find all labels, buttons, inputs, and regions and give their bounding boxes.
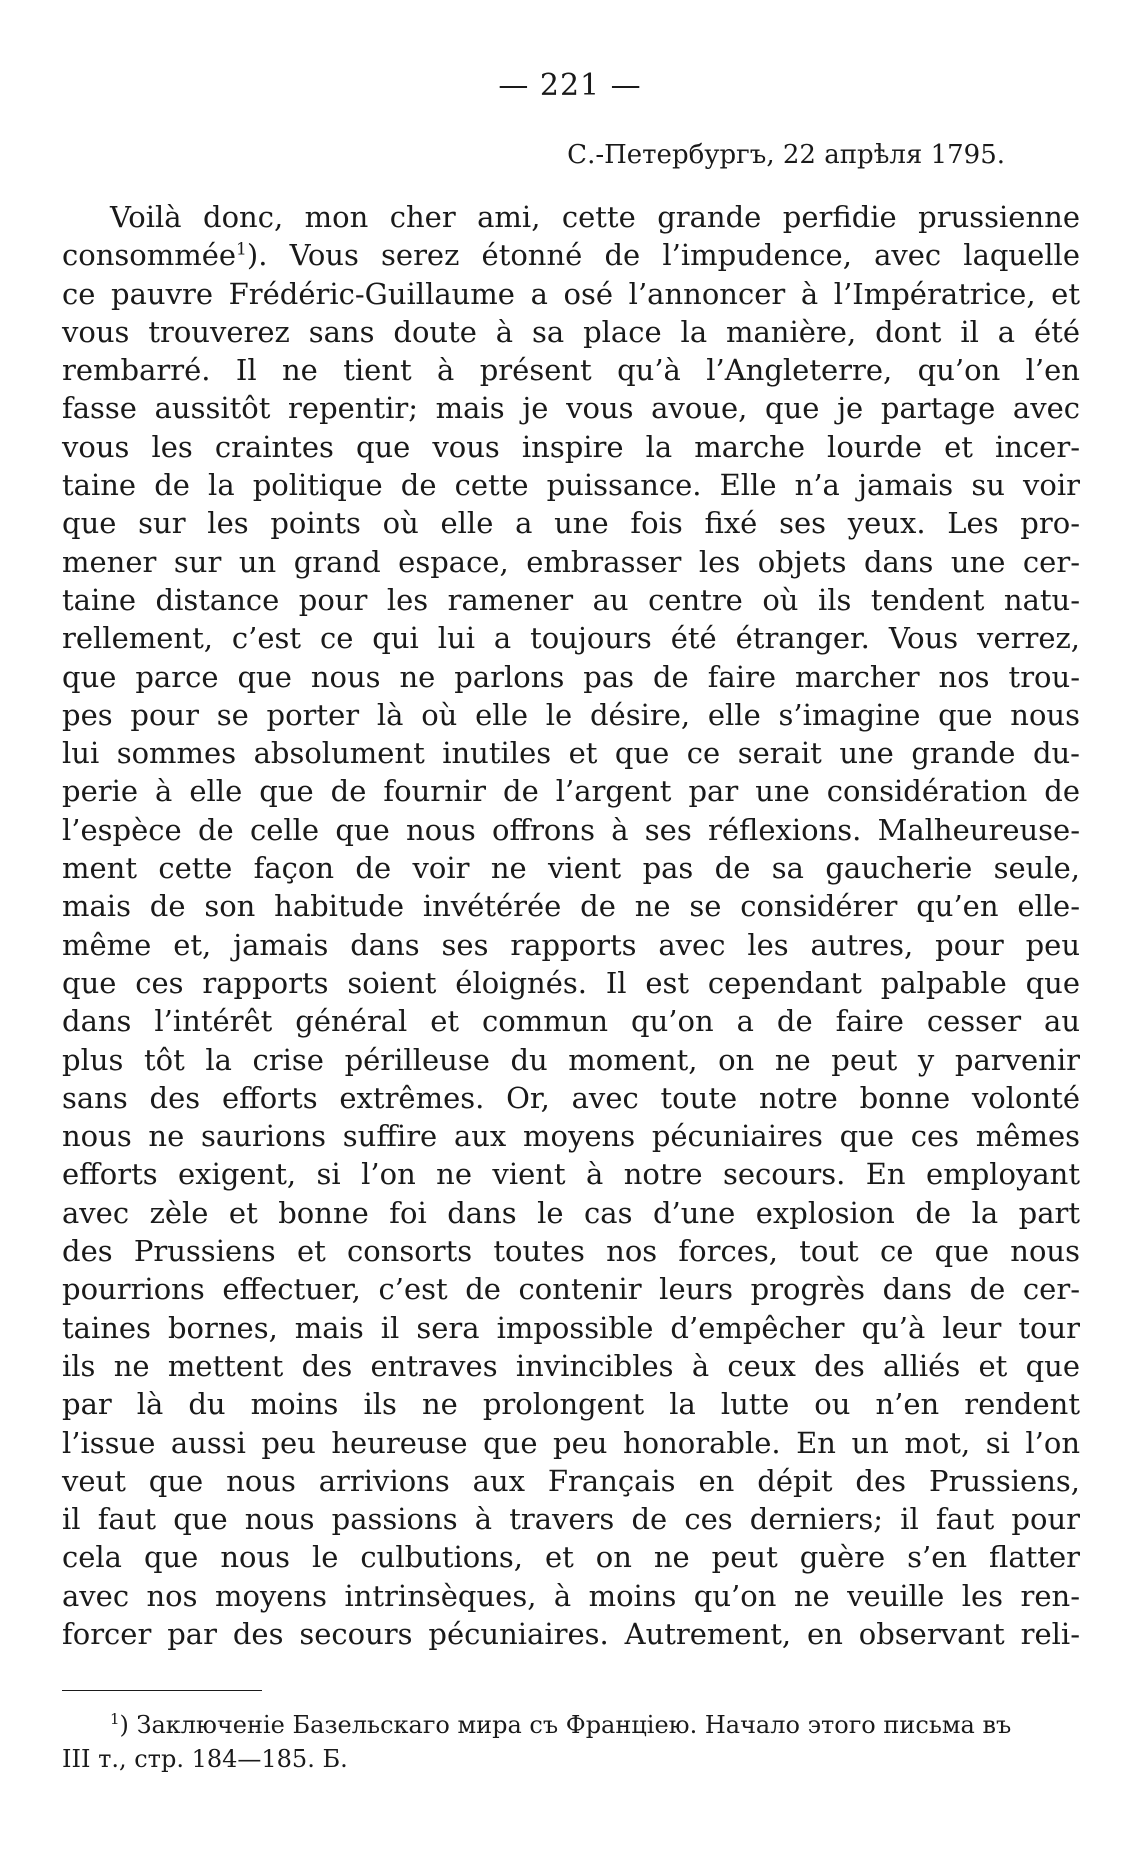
text-line: efforts exigent, si l’on ne vient à notre secours. En employant: [62, 1157, 1080, 1192]
text-line: forcer par des secours pécuniaires. Autrement, en observant reli-: [62, 1616, 1080, 1651]
text-line: perie à elle que de fournir de l’argent par une considération de: [62, 774, 1080, 809]
text-line: il faut que nous passions à travers de ces derniers; il faut pour: [62, 1502, 1080, 1537]
text-line: que sur les points où elle a une fois fixé ses yeux. Les pro-: [62, 506, 1080, 541]
text-line: pes pour se porter là où elle le désire, elle s’imagine que nous: [62, 697, 1080, 732]
text-line: Voilà donc, mon cher ami, cette grande perfidie prussienne: [110, 200, 1080, 234]
text-line: des Prussiens et consorts toutes nos forces, tout ce que nous: [62, 1234, 1080, 1269]
text-line: lui sommes absolument inutiles et que ce serait une grande du-: [62, 736, 1080, 771]
text-line: nous ne saurions suffire aux moyens pécuniaires que ces mêmes: [62, 1119, 1080, 1154]
text-line: mener sur un grand espace, embrasser les objets dans une cer-: [62, 544, 1080, 579]
text-line: même et, jamais dans ses rapports avec les autres, pour peu: [62, 927, 1080, 962]
text-line: ment cette façon de voir ne vient pas de sa gaucherie seule,: [62, 851, 1080, 886]
text-line: plus tôt la crise périlleuse du moment, on ne peut y parvenir: [62, 1042, 1080, 1077]
footnote-reference: 1: [236, 239, 247, 260]
text-line: l’issue aussi peu heureuse que peu honorable. En un mot, si l’on: [62, 1425, 1080, 1460]
page-number: — 221 —: [498, 68, 642, 103]
text-line: vous les craintes que vous inspire la marche lourde et incer-: [62, 429, 1080, 464]
text-line: dans l’intérêt général et commun qu’on a de faire cesser au: [62, 1004, 1080, 1039]
text-line: fasse aussitôt repentir; mais je vous avoue, que je partage avec: [62, 391, 1080, 426]
letter-body: [62, 198, 1080, 1653]
text-line: [62, 236, 1080, 274]
footnote-mark: 1: [110, 1710, 120, 1728]
text-line: vous trouverez sans doute à sa place la manière, dont il a été: [62, 314, 1080, 349]
text-line: cela que nous le culbutions, et on ne peut guère s’en flatter: [62, 1540, 1080, 1575]
text-line: que ces rapports soient éloignés. Il est cependant palpable que: [62, 965, 1080, 1000]
text-line: pourrions effectuer, c’est de contenir leurs progrès dans de cer-: [62, 1272, 1080, 1307]
text-line: que parce que nous ne parlons pas de faire marcher nos trou-: [62, 659, 1080, 694]
text-fragment: ). Vous serez étonné de l’impudence, avec laquelle: [246, 238, 1080, 273]
text-line: l’espèce de celle que nous offrons à ses réflexions. Malheureuse-: [62, 812, 1080, 847]
text-line: veut que nous arrivions aux Français en dépit des Prussiens,: [62, 1463, 1080, 1498]
text-fragment: consommée: [62, 238, 237, 273]
footnote-rule: [62, 1690, 262, 1691]
text-line: sans des efforts extrêmes. Or, avec toute notre bonne volonté: [62, 1080, 1080, 1115]
text-line: ce pauvre Frédéric-Guillaume a osé l’annoncer à l’Impératrice, et: [62, 276, 1080, 311]
text-line: ils ne mettent des entraves invincibles à ceux des alliés et que: [62, 1348, 1080, 1383]
text-line: rellement, c’est ce qui lui a toujours été étranger. Vous verrez,: [62, 621, 1080, 656]
text-line: taine de la politique de cette puissance. Elle n’a jamais su voir: [62, 468, 1080, 503]
text-line: taine distance pour les ramener au centre où ils tendent natu-: [62, 582, 1080, 617]
text-line: taines bornes, mais il sera impossible d’empêcher qu’à leur tour: [62, 1310, 1080, 1345]
footnote-line: III т., стр. 184—185. Б.: [62, 1745, 348, 1773]
text-line: mais de son habitude invétérée de ne se considérer qu’en elle-: [62, 889, 1080, 924]
footnote-text: ) Заключеніе Базельскаго мира съ Франціею. Начало этого письма въ: [119, 1711, 1012, 1739]
text-line: avec zèle et bonne foi dans le cas d’une explosion de la part: [62, 1195, 1080, 1230]
text-line: avec nos moyens intrinsèques, à moins qu’on ne veuille les ren-: [62, 1578, 1080, 1613]
footnote-line: [62, 1708, 1080, 1742]
dateline: С.-Петербургъ, 22 апрѣля 1795.: [567, 140, 1005, 170]
text-line: rembarré. Il ne tient à présent qu’à l’Angleterre, qu’on l’en: [62, 353, 1080, 388]
footnote: [62, 1708, 1080, 1776]
text-line: par là du moins ils ne prolongent la lutte ou n’en rendent: [62, 1387, 1080, 1422]
